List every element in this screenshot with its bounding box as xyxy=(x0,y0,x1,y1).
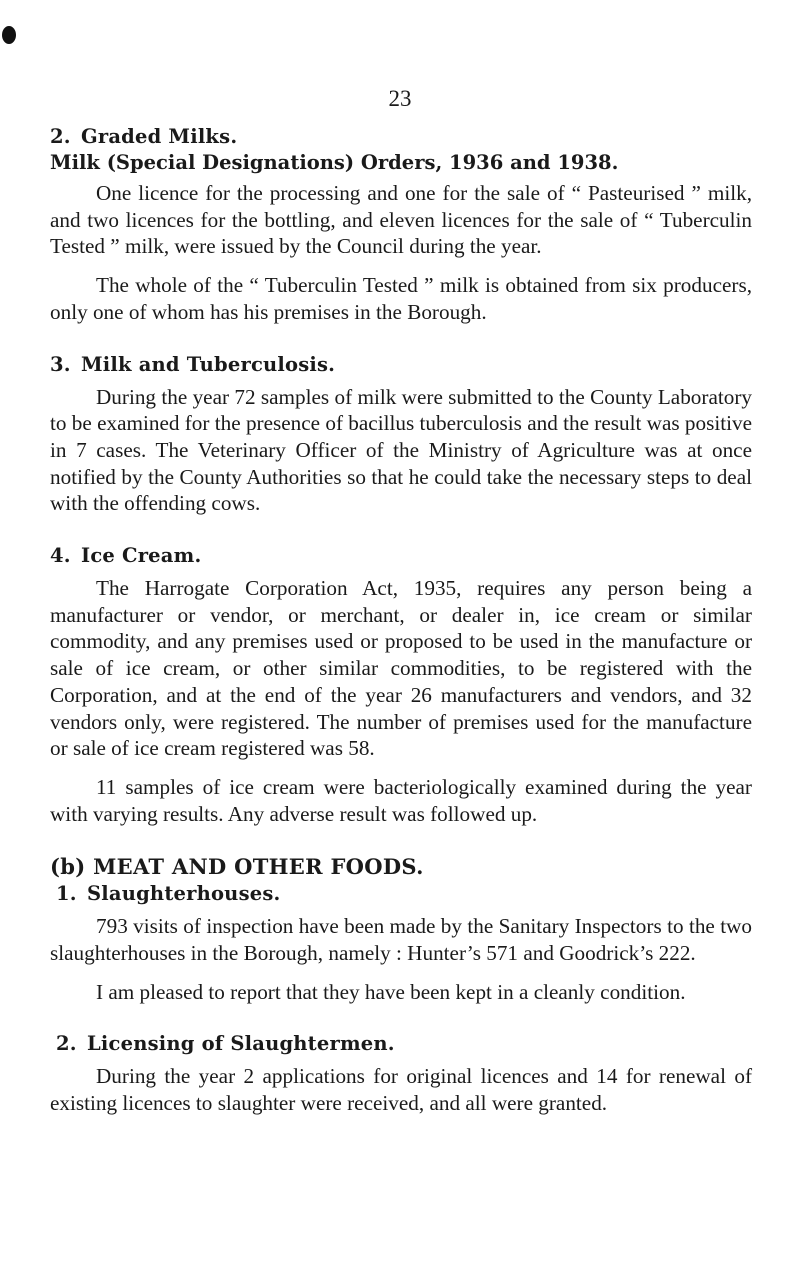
page-content xyxy=(50,124,752,1117)
paragraph-ice-cream-samples: 11 samples of ice cream were bacteriologically examined during the year with varying results. Any adverse result was followed up. xyxy=(50,774,752,826)
paragraph-producers: The whole of the “ Tuberculin Tested ” milk is obtained from six producers, only one of whom has his premises in the Borough. xyxy=(50,273,752,324)
section-title: Slaughterhouses. xyxy=(87,882,281,906)
section-title: Milk and Tuberculosis. xyxy=(81,352,336,376)
section-heading-meat-other-foods xyxy=(50,853,752,881)
section-title: Licensing of Slaughtermen. xyxy=(87,1032,395,1056)
section-label: (b) xyxy=(50,854,86,880)
paragraph-licences: One licence for the processing and one for the sale of “ Pasteurised ” milk, and two licences for the bottling, and eleven licences for the sale of “ Tuberculin Tested ” milk, were issued by the Council during the year. xyxy=(50,181,752,259)
section-title: Graded Milks. xyxy=(81,125,238,148)
section-heading-slaughterhouses xyxy=(50,881,752,907)
section-number: 3. xyxy=(50,352,71,376)
section-heading-milk-tuberculosis xyxy=(50,352,752,378)
paragraph-cleanly-condition: I am pleased to report that they have been kept in a cleanly condition. xyxy=(96,979,686,1004)
section-subheading-milk-orders: Milk (Special Designations) Orders, 1936 and 1938. xyxy=(50,151,619,174)
page-number: 23 xyxy=(388,86,412,111)
section-number: 2. xyxy=(50,125,71,148)
section-number: 4. xyxy=(50,544,71,568)
paragraph-ice-cream-act: The Harrogate Corporation Act, 1935, requires any person being a manufacturer or vendor, or merchant, or dealer in, ice cream or similar commodity, and any premises used or proposed to be used in the manufacture or sale of ice cream, or other similar commodities, to be registered with the Corporation, and at the end of the year 26 manufacturers and vendors, and 32 vendors only, were registered. The number of premises used for the manufacture or sale of ice cream registered was 58. xyxy=(50,576,752,761)
paragraph-licence-applications: During the year 2 applications for original licences and 14 for renewal of existing licences to slaughter were received, and all were granted. xyxy=(50,1064,752,1116)
section-title: Ice Cream. xyxy=(81,544,202,568)
paragraph-inspection-visits: 793 visits of inspection have been made by the Sanitary Inspectors to the two slaughterhouses in the Borough, namely : Hunter’s 571 and Goodrick’s 222. xyxy=(50,914,752,966)
section-title: MEAT AND OTHER FOODS. xyxy=(93,854,424,880)
section-number: 1. xyxy=(56,882,77,906)
section-heading-graded-milks xyxy=(50,124,752,150)
section-heading-licensing-slaughtermen xyxy=(50,1031,752,1057)
paragraph-tuberculosis-samples: During the year 72 samples of milk were submitted to the County Laboratory to be examined for the presence of bacillus tuberculosis and the result was positive in 7 cases. The Veterinary Officer of the Ministry of Agriculture was at once notified by the County Authorities so that he could take the necessary steps to deal with the offending cows. xyxy=(50,384,752,516)
section-heading-ice-cream xyxy=(50,543,752,569)
punch-hole-mark xyxy=(2,26,16,44)
section-number: 2. xyxy=(56,1032,77,1056)
